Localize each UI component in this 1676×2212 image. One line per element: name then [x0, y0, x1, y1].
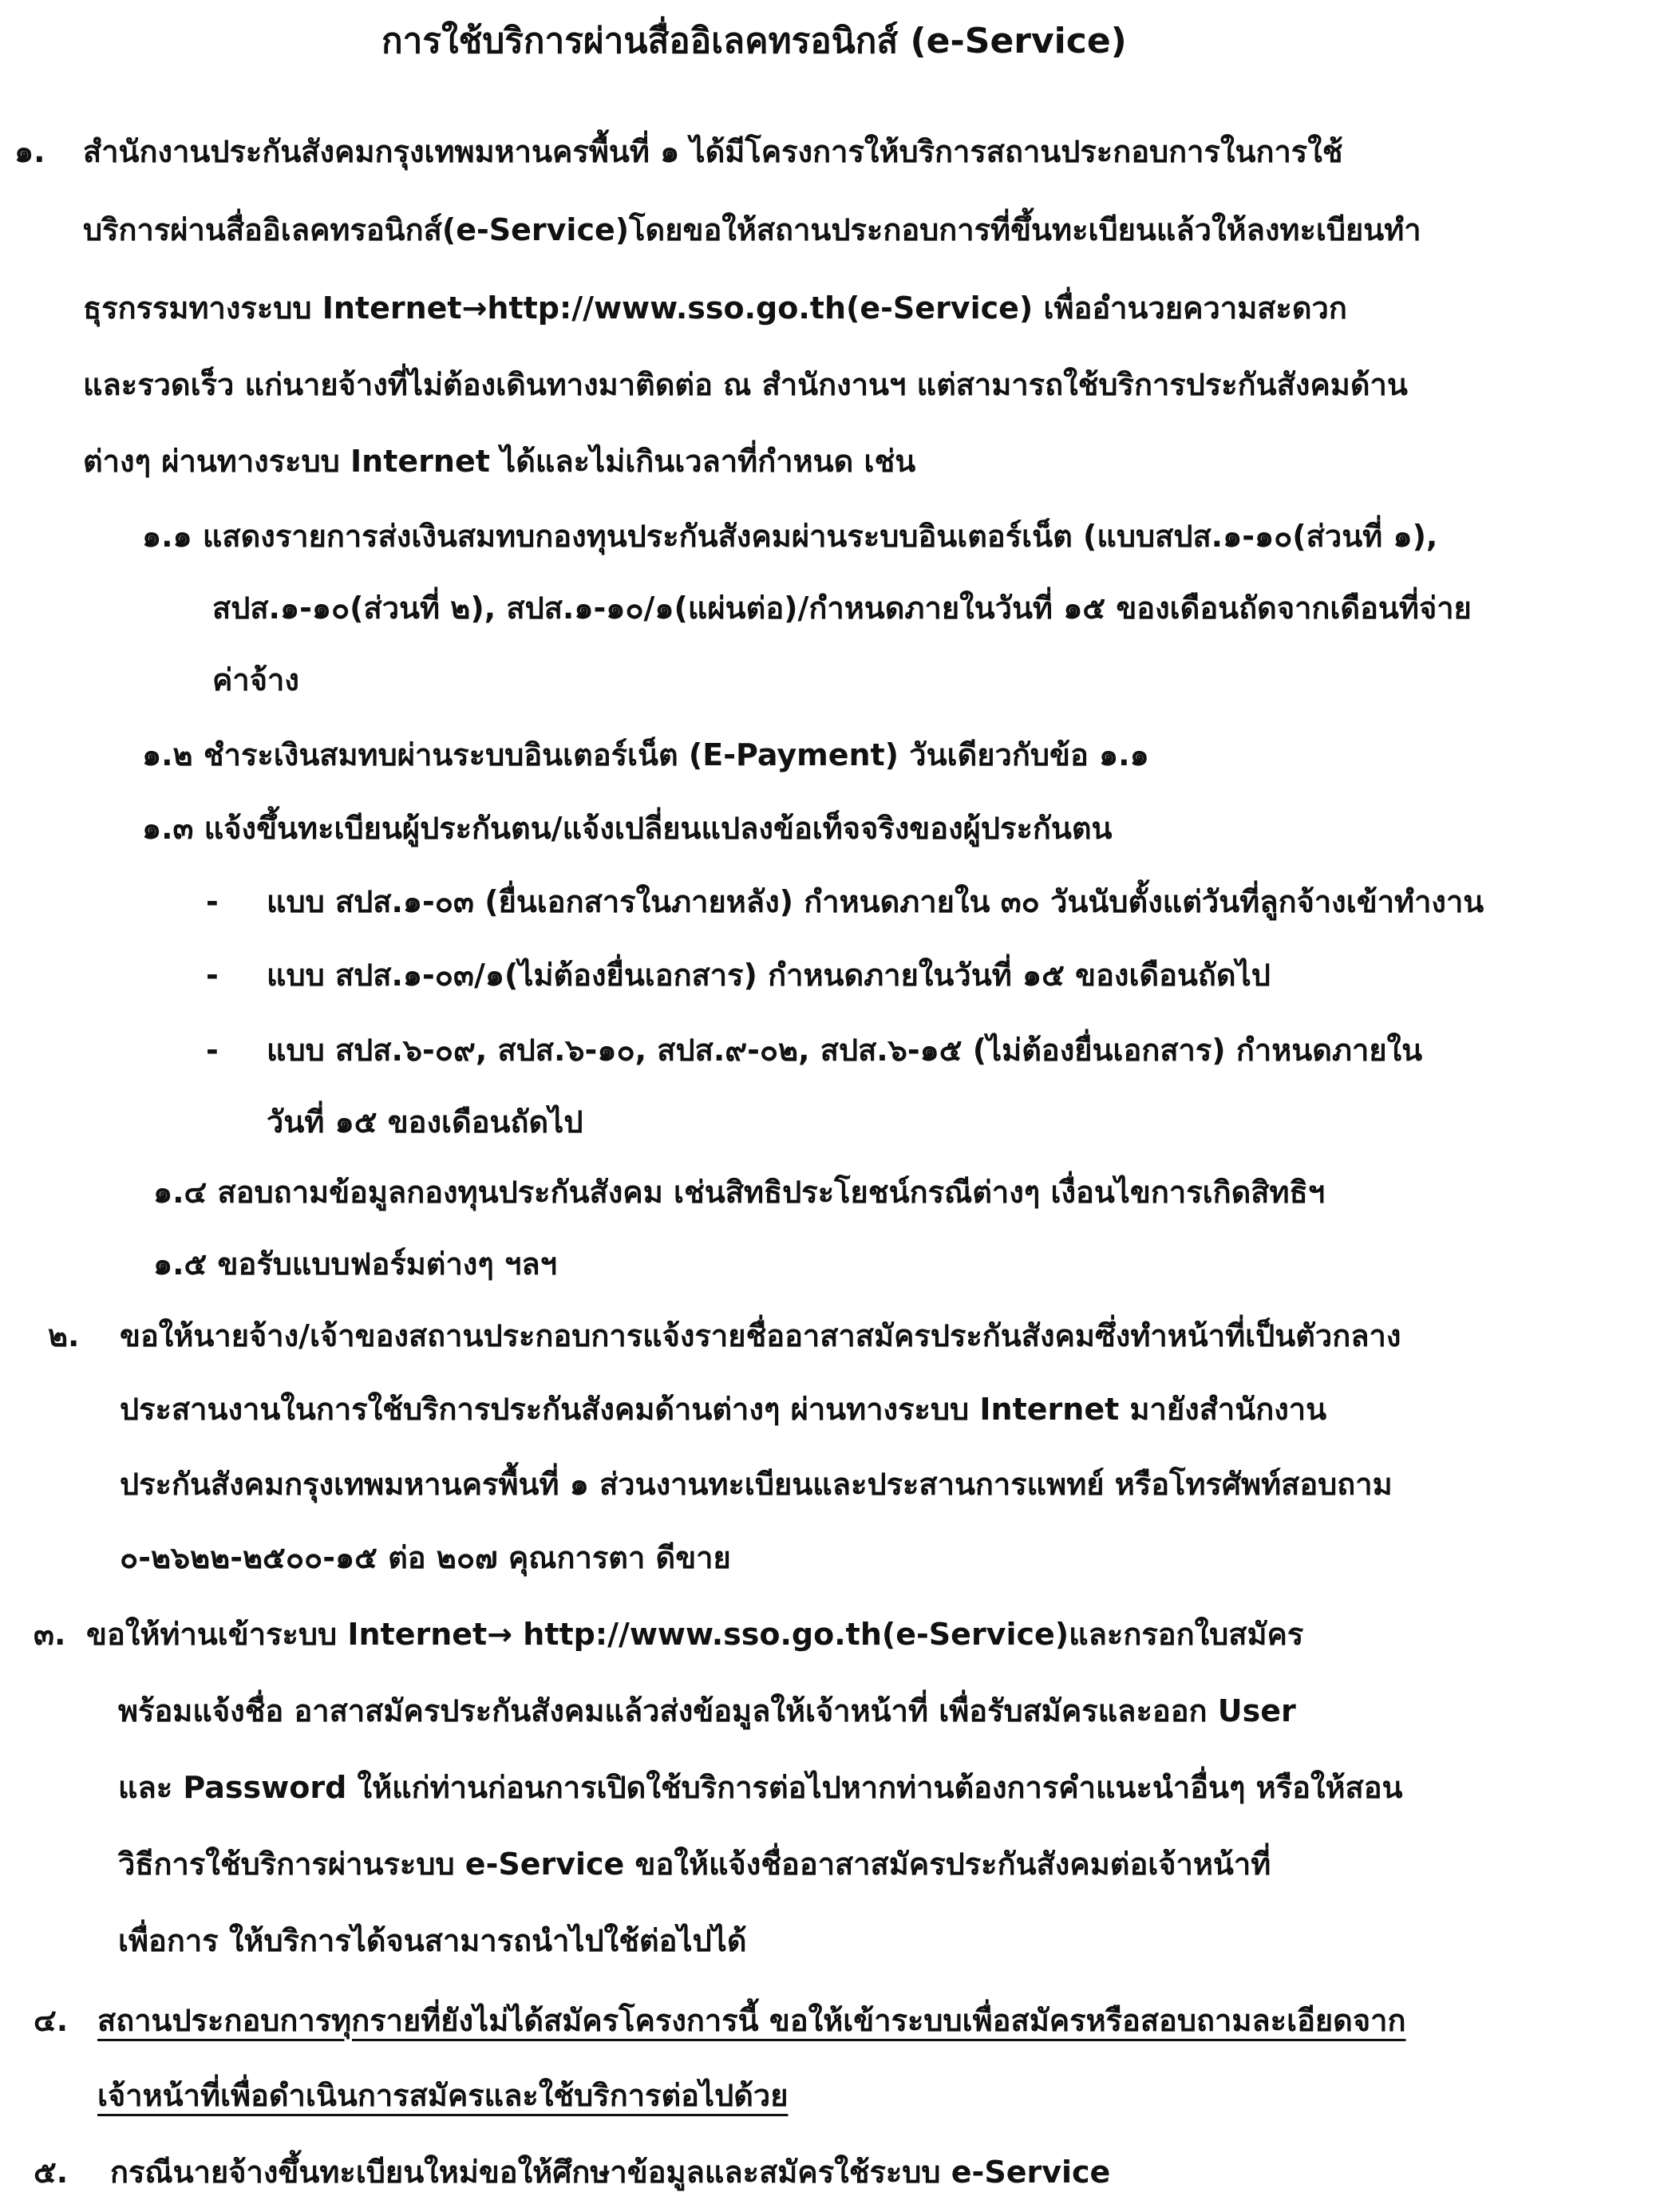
section-3-line-5: เพื่อการ ให้บริการได้จนสามารถนำไปใช้ต่อไปได้ [118, 1923, 747, 1958]
section-1-number: ๑. [14, 134, 45, 169]
dash-bullet-1: - [206, 884, 219, 919]
section-5-number: ๕. [34, 2155, 69, 2190]
section-4-number: ๔. [34, 2003, 69, 2038]
section-3-line-4: วิธีการใช้บริการผ่านระบบ e-Service ขอให้แจ้งชื่ออาสาสมัครประกันสังคมต่อเจ้าหน้าที่ [118, 1847, 1271, 1882]
dash-bullet-3: - [206, 1033, 219, 1068]
item-1-3-form-1: แบบ สปส.๑-๐๓ (ยื่นเอกสารในภายหลัง) กำหนดภายใน ๓๐ วันนับตั้งแต่วันที่ลูกจ้างเข้าทำงาน [267, 884, 1484, 919]
section-5-line-1: กรณีนายจ้างขึ้นทะเบียนใหม่ขอให้ศึกษาข้อมูลและสมัครใช้ระบบ e-Service [110, 2155, 1111, 2190]
page-title: การใช้บริการผ่านสื่ออิเลคทรอนิกส์ (e-Service) [381, 21, 1127, 61]
section-3-number: ๓. [34, 1617, 66, 1652]
item-1-4: ๑.๔ สอบถามข้อมูลกองทุนประกันสังคม เช่นสิทธิประโยชน์กรณีต่างๆ เงื่อนไขการเกิดสิทธิฯ [153, 1175, 1326, 1210]
section-2-number: ๒. [48, 1318, 80, 1353]
item-1-3-form-2: แบบ สปส.๑-๐๓/๑(ไม่ต้องยื่นเอกสาร) กำหนดภายในวันที่ ๑๕ ของเดือนถัดไป [267, 958, 1271, 993]
section-4-line-1: สถานประกอบการทุกรายที่ยังไม่ได้สมัครโครงการนี้ ขอให้เข้าระบบเพื่อสมัครหรือสอบถามละเอียดจาก [97, 2003, 1406, 2038]
section-1-line-5: ต่างๆ ผ่านทางระบบ Internet ได้และไม่เกินเวลาที่กำหนด เช่น [83, 444, 916, 479]
section-2-line-4: ๐-๒๖๒๒-๒๕๐๐-๑๕ ต่อ ๒๐๗ คุณการตา ดีขาย [120, 1540, 731, 1575]
section-3-line-3: และ Password ให้แก่ท่านก่อนการเปิดใช้บริการต่อไปหากท่านต้องการคำแนะนำอื่นๆ หรือให้สอน [118, 1770, 1403, 1805]
item-1-5: ๑.๕ ขอรับแบบฟอร์มต่างๆ ฯลฯ [153, 1246, 557, 1282]
item-1-1-line-2: สปส.๑-๑๐(ส่วนที่ ๒), สปส.๑-๑๐/๑(แผ่นต่อ)/กำหนดภายในวันที่ ๑๕ ของเดือนถัดจากเดือนที่จ่าย [212, 591, 1472, 626]
section-3-line-1: ขอให้ท่านเข้าระบบ Internet→ http://www.sso.go.th(e-Service)และกรอกใบสมัคร [86, 1617, 1304, 1652]
section-1-line-2: บริการผ่านสื่ออิเลคทรอนิกส์(e-Service)โดยขอให้สถานประกอบการที่ขึ้นทะเบียนแล้วให้ลงทะเบียนทำ [83, 212, 1421, 247]
section-3-line-2: พร้อมแจ้งชื่อ อาสาสมัครประกันสังคมแล้วส่งข้อมูลให้เจ้าหน้าที่ เพื่อรับสมัครและออก User [118, 1693, 1296, 1728]
dash-bullet-2: - [206, 958, 219, 993]
section-2-line-1: ขอให้นายจ้าง/เจ้าของสถานประกอบการแจ้งรายชื่ออาสาสมัครประกันสังคมซึ่งทำหน้าที่เป็นตัวกลาง [120, 1318, 1401, 1353]
section-1-line-1: สำนักงานประกันสังคมกรุงเทพมหานครพื้นที่ ๑ ได้มีโครงการให้บริการสถานประกอบการในการใช้ [83, 134, 1343, 169]
section-2-line-2: ประสานงานในการใช้บริการประกันสังคมด้านต่างๆ ผ่านทางระบบ Internet มายังสำนักงาน [120, 1392, 1327, 1427]
section-2-line-3: ประกันสังคมกรุงเทพมหานครพื้นที่ ๑ ส่วนงานทะเบียนและประสานการแพทย์ หรือโทรศัพท์สอบถาม [120, 1467, 1393, 1502]
section-1-line-3: ธุรกรรมทางระบบ Internet→http://www.sso.go.th(e-Service) เพื่ออำนวยความสะดวก [83, 290, 1347, 326]
item-1-3-form-3-line-1: แบบ สปส.๖-๐๙, สปส.๖-๑๐, สปส.๙-๐๒, สปส.๖-๑๕ (ไม่ต้องยื่นเอกสาร) กำหนดภายใน [267, 1033, 1423, 1068]
section-4-line-2: เจ้าหน้าที่เพื่อดำเนินการสมัครและใช้บริการต่อไปด้วย [97, 2078, 789, 2113]
section-1-line-4: และรวดเร็ว แก่นายจ้างที่ไม่ต้องเดินทางมาติดต่อ ณ สำนักงานฯ แต่สามารถใช้บริการประกันสังคมด้าน [83, 367, 1408, 402]
item-1-1-line-1: ๑.๑ แสดงรายการส่งเงินสมทบกองทุนประกันสังคมผ่านระบบอินเตอร์เน็ต (แบบสปส.๑-๑๐(ส่วนที่ ๑), [142, 519, 1438, 554]
item-1-1-line-3: ค่าจ้าง [212, 662, 299, 697]
item-1-3-form-3-line-2: วันที่ ๑๕ ของเดือนถัดไป [267, 1104, 583, 1140]
item-1-3: ๑.๓ แจ้งขึ้นทะเบียนผู้ประกันตน/แจ้งเปลี่ยนแปลงข้อเท็จจริงของผู้ประกันตน [142, 811, 1113, 846]
item-1-2: ๑.๒ ชำระเงินสมทบผ่านระบบอินเตอร์เน็ต (E-Payment) วันเดียวกับข้อ ๑.๑ [142, 737, 1149, 772]
